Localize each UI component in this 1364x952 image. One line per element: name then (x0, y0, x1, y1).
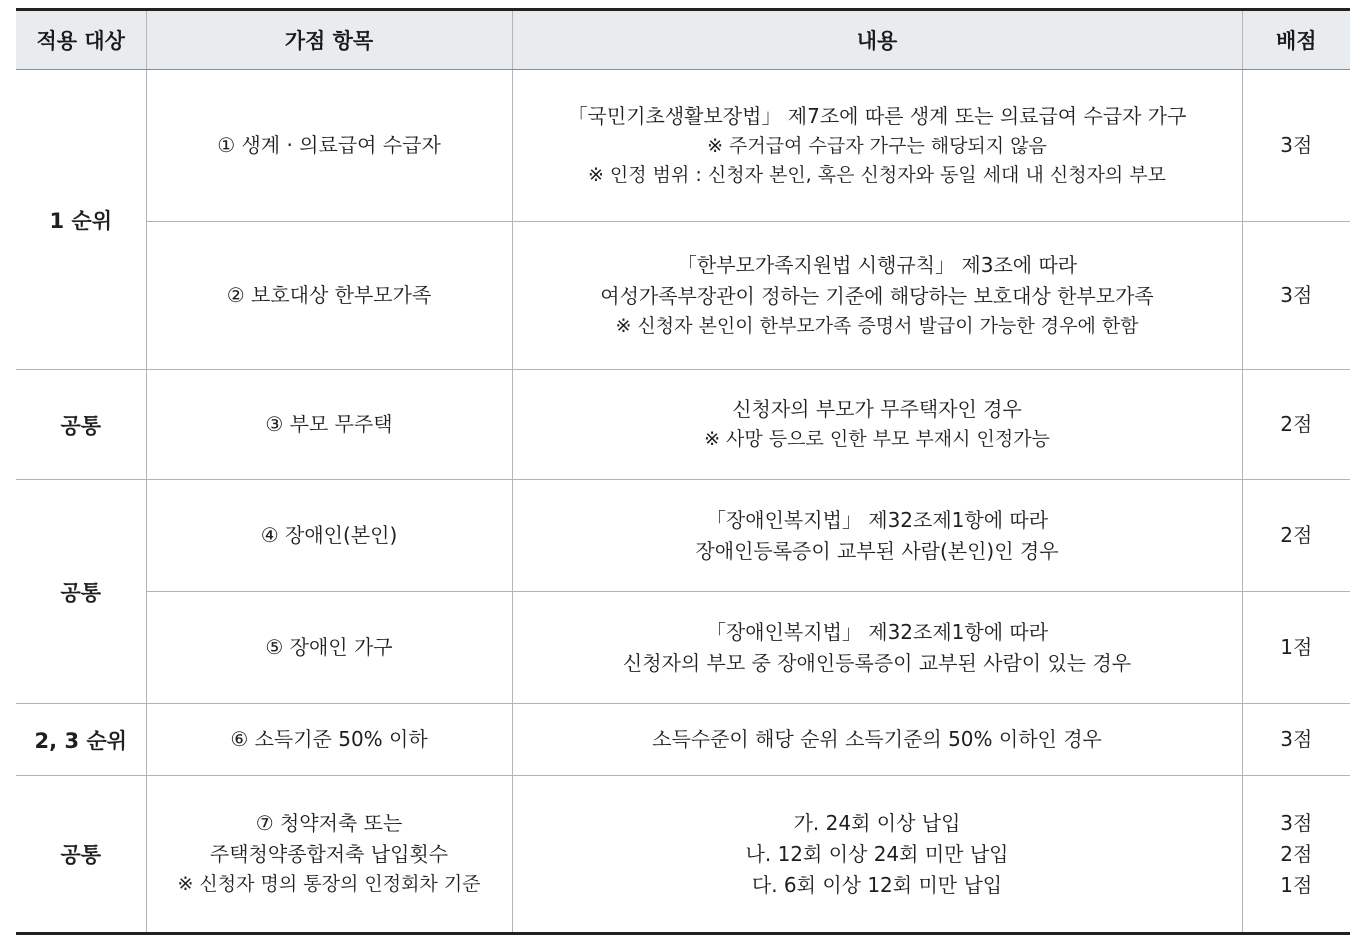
score-text: 3점 (1280, 727, 1313, 751)
content-line: 「장애인복지법」 제32조제1항에 따라 (705, 507, 1049, 532)
item-text: ⑦ 청약저축 또는 (255, 811, 403, 836)
header-score: 배점 (1242, 10, 1350, 70)
score-text: 2점 (1280, 841, 1313, 866)
item-text: ① 생계 · 의료급여 수급자 (217, 133, 441, 157)
item-cell (146, 70, 512, 222)
content-cell (512, 370, 1242, 480)
score-text: 2점 (1280, 523, 1313, 547)
score-text: 3점 (1280, 283, 1313, 307)
content-line: 소득수준이 해당 순위 소득기준의 50% 이하인 경우 (652, 727, 1102, 751)
table-row (16, 592, 1350, 704)
item-text: ③ 부모 무주택 (265, 412, 393, 436)
table-row (16, 222, 1350, 370)
content-cell (512, 70, 1242, 222)
score-cell (1242, 480, 1350, 592)
content-line: 가. 24회 이상 납입 (793, 810, 961, 835)
content-cell (512, 704, 1242, 776)
score-text: 1점 (1280, 872, 1313, 897)
group-cell: 공통 (16, 776, 146, 934)
content-cell (512, 776, 1242, 934)
content-note: ※ 인정 범위 : 신청자 본인, 혹은 신청자와 동일 세대 내 신청자의 부모 (587, 164, 1167, 186)
content-note: ※ 신청자 본인이 한부모가족 증명서 발급이 가능한 경우에 한함 (615, 314, 1139, 337)
score-cell (1242, 776, 1350, 934)
table-row (16, 70, 1350, 222)
score-text: 3점 (1280, 810, 1313, 835)
item-text: ⑥ 소득기준 50% 이하 (230, 727, 428, 751)
content-line: 신청자의 부모가 무주택자인 경우 (732, 397, 1022, 422)
item-cell (146, 592, 512, 704)
group-cell: 공통 (16, 480, 146, 704)
header-target: 적용 대상 (16, 10, 146, 70)
table-row (16, 704, 1350, 776)
item-text: ② 보호대상 한부모가족 (226, 283, 432, 307)
content-cell (512, 480, 1242, 592)
item-text: 주택청약종합저축 납입횟수 (209, 842, 449, 867)
bonus-points-table (16, 8, 1350, 935)
item-cell (146, 480, 512, 592)
score-text: 3점 (1280, 133, 1313, 157)
header-content: 내용 (512, 10, 1242, 70)
group-cell: 2, 3 순위 (16, 704, 146, 776)
table-row (16, 370, 1350, 480)
item-cell (146, 222, 512, 370)
score-cell (1242, 222, 1350, 370)
content-line: 「국민기초생활보장법」 제7조에 따른 생계 또는 의료급여 수급자 가구 (567, 103, 1187, 128)
header-item: 가점 항목 (146, 10, 512, 70)
content-cell (512, 222, 1242, 370)
group-cell: 1 순위 (16, 70, 146, 370)
item-cell (146, 776, 512, 934)
item-text: ⑤ 장애인 가구 (265, 635, 393, 659)
content-line: 신청자의 부모 중 장애인등록증이 교부된 사람이 있는 경우 (622, 650, 1132, 675)
item-cell (146, 370, 512, 480)
content-line: 나. 12회 이상 24회 미만 납입 (745, 841, 1009, 866)
item-text: ④ 장애인(본인) (260, 523, 398, 547)
score-text: 2점 (1280, 412, 1313, 436)
table-row (16, 776, 1350, 934)
table-row (16, 480, 1350, 592)
group-cell: 공통 (16, 370, 146, 480)
content-note: ※ 사망 등으로 인한 부모 부재시 인정가능 (704, 428, 1050, 451)
item-cell (146, 704, 512, 776)
score-cell (1242, 70, 1350, 222)
table-header-row (16, 10, 1350, 70)
score-cell (1242, 704, 1350, 776)
content-note: ※ 주거급여 수급자 가구는 해당되지 않음 (707, 134, 1047, 157)
content-line: 「장애인복지법」 제32조제1항에 따라 (705, 619, 1049, 644)
content-cell (512, 592, 1242, 704)
content-line: 「한부모가족지원법 시행규칙」 제3조에 따라 (676, 252, 1078, 277)
content-line: 장애인등록증이 교부된 사람(본인)인 경우 (695, 538, 1059, 563)
score-cell (1242, 592, 1350, 704)
content-line: 다. 6회 이상 12회 미만 납입 (751, 872, 1003, 897)
content-line: 여성가족부장관이 정하는 기준에 해당하는 보호대상 한부모가족 (600, 283, 1154, 308)
score-text: 1점 (1280, 635, 1313, 659)
item-note: ※ 신청자 명의 통장의 인정회차 기준 (177, 873, 481, 896)
score-cell (1242, 370, 1350, 480)
